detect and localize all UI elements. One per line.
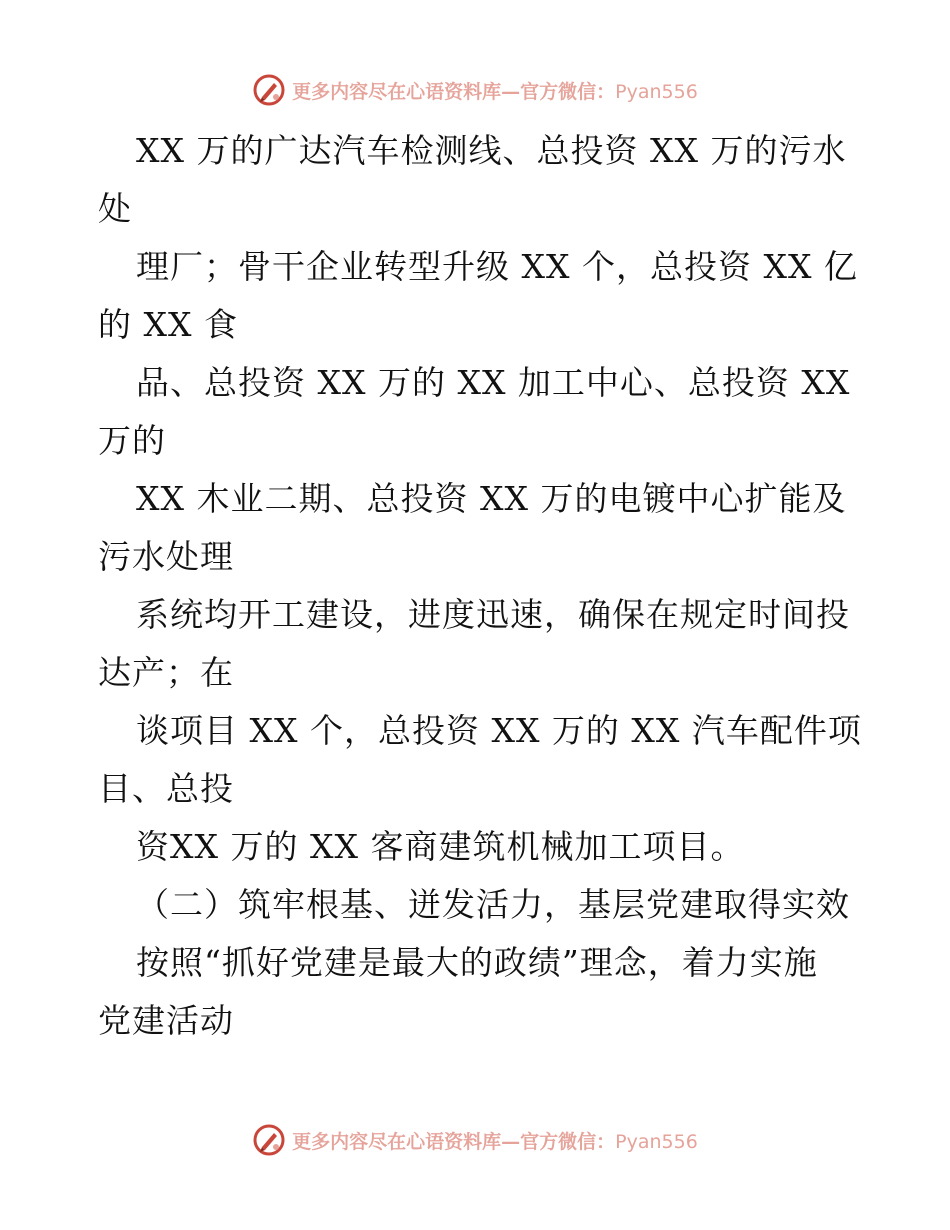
text-line: XX 万的广达汽车检测线、总投资 XX 万的污水 xyxy=(136,131,847,170)
text-line: （二）筑牢根基、迸发活力，基层党建取得实效 xyxy=(136,885,850,924)
pen-seal-icon xyxy=(252,73,286,107)
text-line: 达产；在 xyxy=(98,653,234,692)
watermark-text xyxy=(292,1127,698,1154)
watermark-text-cn: 更多内容尽在心语资料库—官方微信： xyxy=(292,1130,616,1153)
document-body xyxy=(98,122,862,1050)
text-line: 按照“抓好党建是最大的政绩”理念，着力实施 xyxy=(136,943,818,982)
pen-seal-icon xyxy=(252,1123,286,1157)
watermark-wechat-id: Pyan556 xyxy=(615,80,698,103)
watermark-wechat-id: Pyan556 xyxy=(615,1130,698,1153)
text-line: 处 xyxy=(98,189,132,228)
text-line: 资XX 万的 XX 客商建筑机械加工项目。 xyxy=(136,827,745,866)
text-line: 污水处理 xyxy=(98,537,234,576)
text-line: 万的 xyxy=(98,421,166,460)
text-line: 理厂；骨干企业转型升级 XX 个，总投资 XX 亿 xyxy=(136,247,858,286)
text-line: 品、总投资 XX 万的 XX 加工中心、总投资 XX xyxy=(136,363,851,402)
text-line: 党建活动 xyxy=(98,1001,234,1040)
text-line: 系统均开工建设，进度迅速，确保在规定时间投 xyxy=(136,595,850,634)
text-line: 的 XX 食 xyxy=(98,305,238,344)
watermark-text-cn: 更多内容尽在心语资料库—官方微信： xyxy=(292,80,616,103)
text-line: 谈项目 XX 个，总投资 XX 万的 XX 汽车配件项 xyxy=(136,711,862,750)
footer-watermark xyxy=(0,1120,950,1160)
text-line: XX 木业二期、总投资 XX 万的电镀中心扩能及 xyxy=(136,479,847,518)
header-watermark xyxy=(0,70,950,110)
watermark-text xyxy=(292,77,698,104)
text-line: 目、总投 xyxy=(98,769,234,808)
